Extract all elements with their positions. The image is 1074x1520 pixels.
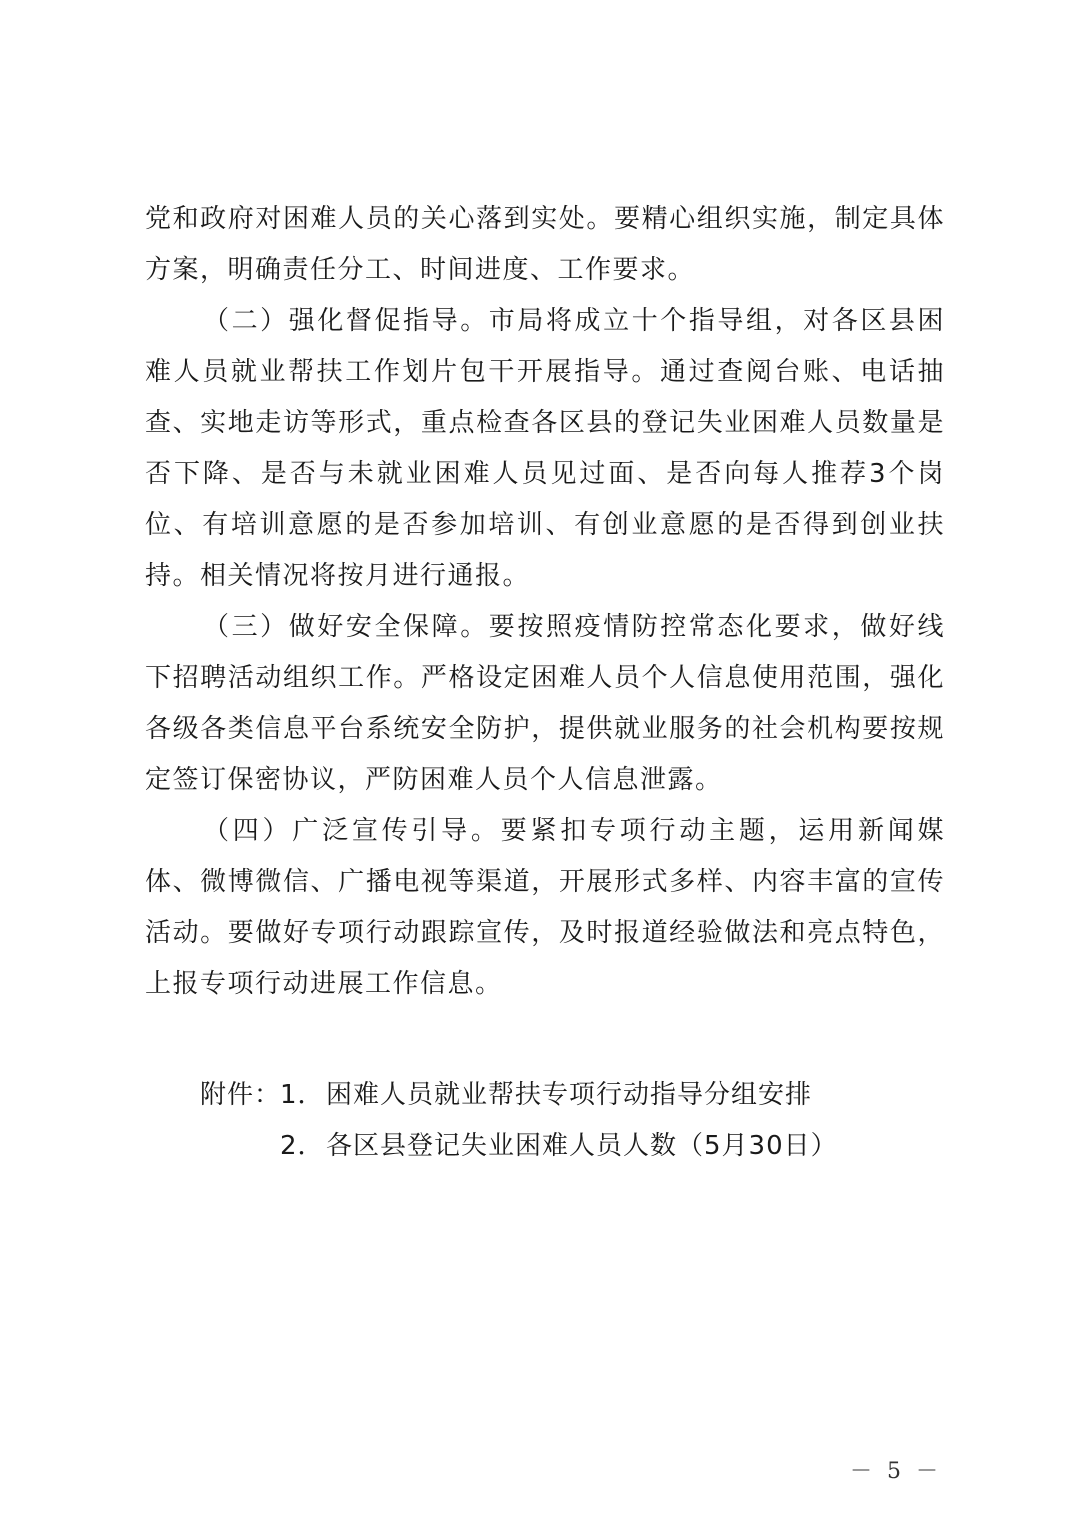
attachment-number: 1． — [280, 1080, 325, 1110]
page-number: － 5 － — [850, 1459, 942, 1484]
attachment-title: 各区县登记失业困难人员人数（5月30日） — [326, 1131, 838, 1161]
body-text — [145, 194, 945, 1010]
attachments-label: 附件： — [200, 1080, 282, 1110]
paragraph-safety-assurance: （三）做好安全保障。要按照疫情防控常态化要求，做好线下招聘活动组织工作。严格设定困难人员个人信息使用范围，强化各级各类信息平台系统安全防护，提供就业服务的社会机构要按规定签订保密协议，严防困难人员个人信息泄露。 — [145, 612, 945, 795]
attachments-list — [200, 1070, 838, 1172]
attachment-item — [200, 1121, 838, 1172]
paragraph-publicity-guidance: （四）广泛宣传引导。要紧扣专项行动主题，运用新闻媒体、微博微信、广播电视等渠道，开展形式多样、内容丰富的宣传活动。要做好专项行动跟踪宣传，及时报道经验做法和亮点特色，上报专项行动进展工作信息。 — [145, 816, 945, 999]
attachment-item — [200, 1070, 838, 1121]
attachment-title: 困难人员就业帮扶专项行动指导分组安排 — [326, 1080, 813, 1110]
attachment-number: 2． — [280, 1131, 325, 1161]
paragraph-continuation: 党和政府对困难人员的关心落到实处。要精心组织实施，制定具体方案，明确责任分工、时间进度、工作要求。 — [145, 204, 945, 285]
paragraph-supervision-guidance: （二）强化督促指导。市局将成立十个指导组，对各区县困难人员就业帮扶工作划片包干开展指导。通过查阅台账、电话抽查、实地走访等形式，重点检查各区县的登记失业困难人员数量是否下降、是否与未就业困难人员见过面、是否向每人推荐3个岗位、有培训意愿的是否参加培训、有创业意愿的是否得到创业扶持。相关情况将按月进行通报。 — [145, 306, 945, 591]
